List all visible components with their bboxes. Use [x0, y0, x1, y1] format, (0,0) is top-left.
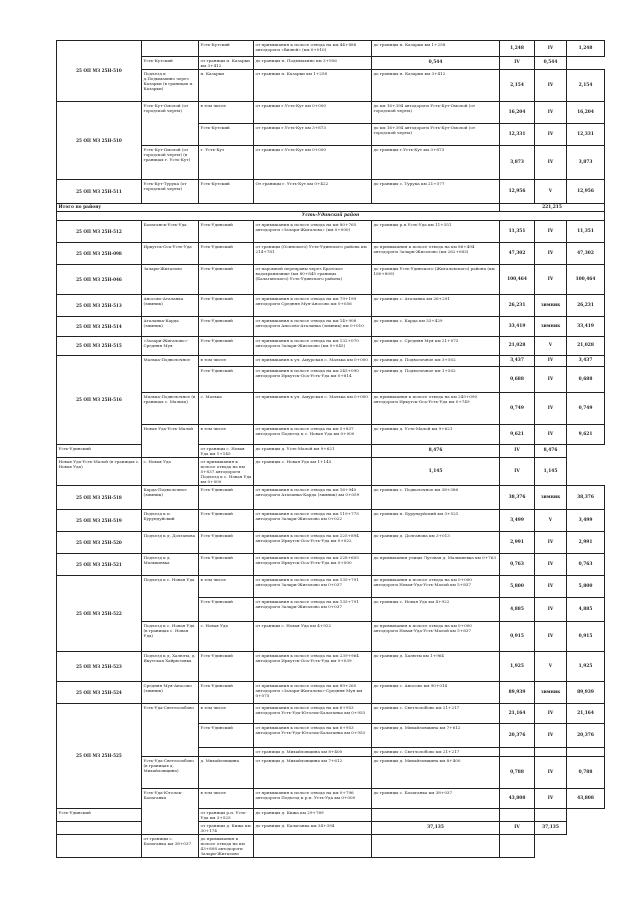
road-name: Усть-Кут-Турука (от городской черты)	[142, 179, 199, 203]
end-cell: до границы с. Балаганка км 38+037	[372, 788, 500, 808]
road-name: Подъезд к д.Подымахино через Казарки (в границах п. Казарки)	[142, 69, 199, 101]
road-name	[142, 41, 199, 57]
length-total-cell: 16,204	[567, 101, 605, 123]
end-cell: до границы с. Светлолобово км 21+217	[372, 703, 500, 723]
length-total-cell: 3,499	[567, 509, 605, 531]
length-total-cell: 33,419	[567, 316, 605, 336]
table-row	[57, 355, 605, 366]
length-total-cell: 0,544	[535, 57, 567, 70]
road-register-table	[56, 40, 604, 858]
end-cell: до границы д. Балаганка км 34+394	[254, 821, 372, 834]
road-name: Подъезд к д. Долганова	[142, 531, 199, 553]
length-cell: 9,621	[500, 424, 535, 444]
start-cell: от примыкания к полосе отвода на км 80+765 автодороги «Залари-Жигалово» (км 0+000)	[254, 220, 372, 242]
category-cell: зимник	[535, 681, 567, 703]
length-cell: 1,248	[500, 41, 535, 57]
length-cell: 0,688	[500, 366, 535, 392]
length-total-cell: 2,154	[567, 69, 605, 101]
length-total-cell: 9,621	[567, 424, 605, 444]
district-cell: Усть-Удинский	[57, 444, 142, 457]
end-cell: до границы с. Средняя Муя км 21+073	[372, 336, 500, 355]
district-cell: в том числе	[199, 575, 254, 597]
road-id: 25 ОП МЗ 25Н-098	[57, 242, 142, 264]
road-id: 25 ОП МЗ 25Н-520	[57, 531, 142, 553]
start-cell: от примыкания к полосе отвода на км 135+791 автодороги Залари-Жигалово км 0+037	[254, 597, 372, 621]
district-cell: Усть-Удинский	[199, 485, 254, 509]
category-cell: IV	[535, 366, 567, 392]
table-row	[57, 220, 605, 242]
length-total-cell: 47,302	[567, 242, 605, 264]
road-id: 25 ОП МЗ 25Н-525	[57, 703, 142, 808]
category-cell: зимник	[535, 294, 567, 316]
end-cell: до границы р.п.Усть-Уда км 11+351	[372, 220, 500, 242]
district-cell: Усть-Удинский	[199, 681, 254, 703]
length-total-cell: 3,437	[567, 355, 605, 366]
district-cell: Усть-Удинский	[199, 531, 254, 553]
category-cell	[535, 747, 567, 756]
road-id: 25 ОП МЗ 25Н-519	[57, 509, 142, 531]
length-cell: 0,544	[372, 57, 500, 70]
category-cell: IV	[535, 392, 567, 424]
table-row	[57, 294, 605, 316]
table-row	[57, 703, 605, 723]
total-label: Итого по району	[57, 203, 500, 211]
road-name: Средняя Муя-Аносово (зимник)	[142, 681, 199, 703]
end-cell: до примыкания к полосе отвода на км 0+000 автодороги Новая-Уда-Усть-Малой км 5+837	[372, 621, 500, 651]
end-cell: до границы д. Михайловщина км 7+612	[372, 723, 500, 747]
start-cell: от примыкания к полосе отвода на км 6+953 автодороги Усть-Уда-Юголок-Балаганка км 0+953	[254, 723, 372, 747]
district-cell: в том числе	[199, 703, 254, 723]
length-cell	[500, 747, 535, 756]
road-name: Карда-Подволочное (зимник)	[142, 485, 199, 509]
district-cell: Усть-Удинский	[199, 509, 254, 531]
end-cell: до примыкания к полосе отвода на км 43+808 автодороги Залари-Жигалово	[199, 834, 254, 857]
start-cell: от примыкания к ул. Амурская с. Малька км 0+000	[254, 355, 372, 366]
roads-table	[56, 40, 605, 858]
road-id: 25 ОП МЗ 25Н-046	[57, 264, 142, 294]
start-cell: от границы д. Кижа км 30+174	[199, 821, 254, 834]
road-id: 25 ОП МЗ 25Н-511	[57, 179, 142, 203]
table-row	[57, 179, 605, 203]
table-row	[57, 336, 605, 355]
category-cell: зимник	[535, 316, 567, 336]
road-name: Усть-Кут-Омолой (от городской черты)	[142, 101, 199, 145]
start-cell: от примыкания к полосе отвода на км 79+199 автодороги Средняя Муя-Аносово км 0+056	[254, 294, 372, 316]
end-cell: до границы д. Кижа км 29+769	[254, 808, 372, 821]
length-total-cell: 0,915	[567, 621, 605, 651]
district-cell: Усть-Удинский	[199, 723, 254, 747]
district-cell	[57, 821, 142, 834]
road-name: Новая Уда-Усть-Малой (в границах с. Новая Уда)	[57, 457, 142, 485]
length-cell: 4,885	[500, 597, 535, 621]
table-row	[57, 834, 605, 857]
road-id: 25 ОП МЗ 25Н-514	[57, 316, 142, 336]
length-cell: 12,331	[500, 123, 535, 145]
length-cell: 8,476	[372, 444, 500, 457]
district-cell: Усть-Кутский	[142, 57, 199, 70]
district-cell: Усть-Удинский	[199, 553, 254, 575]
end-cell: до границы с. Новая Уда км 4+922	[372, 597, 500, 621]
length-total-cell: 5,800	[567, 575, 605, 597]
length-cell: 0,763	[500, 553, 535, 575]
road-id: 25 ОП МЗ 25Н-510	[57, 101, 142, 179]
road-name: Подъезд к д. Халюты, д. Якутская Хайрюзовка	[142, 651, 199, 681]
start-cell: от границы г.Усть-Кут км 0+000	[254, 101, 372, 123]
length-cell: 100,464	[500, 264, 535, 294]
length-cell: 16,204	[500, 101, 535, 123]
table-row	[57, 316, 605, 336]
end-cell: до границы д. Усть-Малой км 9+621	[372, 424, 500, 444]
length-total-cell: 3,873	[567, 145, 605, 179]
district-cell: п. Казарки	[199, 69, 254, 101]
category-cell: IV	[535, 703, 567, 723]
table-row	[57, 457, 605, 485]
length-cell: 12,956	[500, 179, 535, 203]
length-total-cell: 100,464	[567, 264, 605, 294]
start-cell: от примыкания к полосе отвода на км 16+940 автодороги Аталанка-Карда (зимник) км 0+059	[254, 485, 372, 509]
start-cell: от границы д. Михайловщина км 7+612	[254, 756, 372, 788]
start-cell: от примыкания к ул. Амурская с. Малька км 0+000	[254, 392, 372, 424]
start-cell: от примыкания к полосе отвода на км 135+791 автодороги Залари-Жигалово км 0+037	[254, 575, 372, 597]
length-cell: 1,925	[500, 651, 535, 681]
district-cell: Усть-Удинский	[199, 242, 254, 264]
road-name: Аталанка-Карда (зимник)	[142, 316, 199, 336]
end-cell: до границы п. Бурундуйский км 3+521	[372, 509, 500, 531]
end-cell: до примыкания к полосе отвода на км 245+090 автодороги Иркутск-Оса-Усть-Уда км 0+749	[372, 392, 500, 424]
category-cell: IV	[535, 788, 567, 808]
road-id: 25 ОП МЗ 25Н-518	[57, 485, 142, 509]
end-cell: до границы с. Новая Уда км 1+145	[254, 457, 372, 485]
length-total-cell: 1,925	[567, 651, 605, 681]
table-row	[57, 444, 605, 457]
road-name: Подъезд к с. Новая Уда (в границах с. Новая Уда)	[142, 621, 199, 651]
length-cell: 37,135	[372, 821, 500, 834]
section-title: Усть-Удинский район	[57, 212, 605, 220]
length-cell: 20,376	[500, 723, 535, 747]
district-cell: в том числе	[199, 424, 254, 444]
table-row	[57, 681, 605, 703]
table-row	[57, 575, 605, 597]
total-length: 221,215	[500, 203, 605, 211]
district-cell: д. Михайловщина	[199, 756, 254, 788]
district-cell: с. Новая Уда	[142, 457, 199, 485]
end-cell: до границы п. Казарки км 3+412	[372, 69, 500, 101]
table-row	[57, 553, 605, 575]
category-cell: IV	[500, 457, 535, 485]
road-name: Иркутск-Оса-Усть-Уда	[142, 242, 199, 264]
category-cell	[500, 808, 535, 821]
start-cell: от примыкания к полосе отвода на км 245+090 автодороги Иркутск-Оса-Усть-Уда км 0+814	[254, 366, 372, 392]
length-total-cell: 38,376	[567, 485, 605, 509]
table-row	[57, 509, 605, 531]
table-row	[57, 485, 605, 509]
district-cell	[199, 747, 254, 756]
category-cell: V	[535, 509, 567, 531]
length-total-cell: 11,351	[567, 220, 605, 242]
category-cell: IV	[535, 575, 567, 597]
end-cell: до км 16+394 автодороги Усть-Кут-Омолой (от городской черты)	[372, 101, 500, 123]
category-cell: IV	[535, 723, 567, 747]
start-cell: От границы г. Усть-Кут км 0+422	[254, 179, 372, 203]
start-cell: от границы п. Казарки км 1+258	[254, 69, 372, 101]
start-cell: от границы (Осинского) Усть-Удинского района км 214+781	[254, 242, 372, 264]
category-cell: IV	[535, 756, 567, 788]
road-id: 25 ОП МЗ 25Н-524	[57, 681, 142, 703]
length-total-cell: 20,376	[567, 723, 605, 747]
start-cell: от примыкания к полосе отвода на км 132+070 автодороги Залари-Жигалово (км 0+045)	[254, 336, 372, 355]
category-cell: зимник	[535, 485, 567, 509]
table-row	[57, 212, 605, 220]
district-cell: Усть-Удинский	[199, 316, 254, 336]
end-cell: до границы д. Усть-Малой км 9+621	[254, 444, 372, 457]
district-cell: Усть-Удинский	[199, 336, 254, 355]
length-cell: 47,302	[500, 242, 535, 264]
district-cell: в том числе	[199, 355, 254, 366]
length-cell: 0,788	[500, 756, 535, 788]
length-cell	[254, 834, 372, 857]
start-cell: от примыкания к полосе отвода на км 5+837 автодороги Подъезд к с. Новая Уда км 0+000	[254, 424, 372, 444]
end-cell: до границы с. Аносово км 90+014	[372, 681, 500, 703]
table-row	[57, 203, 605, 211]
category-cell: IV	[535, 145, 567, 179]
category-cell	[372, 834, 500, 857]
length-cell	[372, 808, 500, 821]
length-total-cell: 0,688	[567, 366, 605, 392]
end-cell: до границы г.Усть-Кут км 3+873	[372, 145, 500, 179]
end-cell: до границы д. Долганова км 3+013	[372, 531, 500, 553]
length-cell: 89,939	[500, 681, 535, 703]
length-total-cell: 0,749	[567, 392, 605, 424]
length-cell: 0,915	[500, 621, 535, 651]
road-id: 25 ОП МЗ 25Н-521	[57, 553, 142, 575]
district-cell: Усть-Удинский	[57, 808, 142, 821]
table-row	[57, 41, 605, 57]
start-cell: от примыкания к полосе отвода на км 0+796 автодороги Подъезд к р.п. Усть-Уда км 0+000	[254, 788, 372, 808]
road-name: Усть-Уда-Светлолобово	[142, 703, 199, 756]
district-cell: Усть-Кутский	[199, 179, 254, 203]
district-cell: Усть-Кутский	[199, 123, 254, 145]
length-total-cell: 1,145	[535, 457, 567, 485]
road-id: 25 ОП МЗ 25Н-523	[57, 651, 142, 681]
road-name: Новая Уда-Усть-Малой	[142, 424, 199, 457]
length-cell: 38,376	[500, 485, 535, 509]
road-name: Балаганск-Усть-Уда	[142, 220, 199, 242]
end-cell: до границы п. Подымахино км 3+956	[254, 57, 372, 70]
length-cell: 11,351	[500, 220, 535, 242]
district-cell: в том числе	[199, 788, 254, 808]
start-cell: от паромной переправы через Братское водохранилище (км 80+845 границы (Балаганского) Усть-Удинского района)	[254, 264, 372, 294]
table-row	[57, 531, 605, 553]
district-cell: в том числе	[199, 101, 254, 123]
road-name: Усть-Кут-Омолой (от городской черты) (в границах г. Усть-Кут)	[142, 145, 199, 179]
road-id: 25 ОП МЗ 25Н-512	[57, 220, 142, 242]
length-total-cell	[500, 834, 535, 857]
end-cell: до границы д. Подволочное км 1+502	[372, 366, 500, 392]
district-cell: Усть-Удинский	[199, 220, 254, 242]
category-cell: IV	[535, 101, 567, 123]
length-cell: 3,873	[500, 145, 535, 179]
end-cell: до границы с. Аталанка км 26+291	[372, 294, 500, 316]
length-cell: 1,145	[372, 457, 500, 485]
district-cell: Усть-Кутский	[199, 41, 254, 57]
district-cell: Усть-Удинский	[199, 294, 254, 316]
road-name: Подъезд к п. Бурундуйский	[142, 509, 199, 531]
road-name: Усть-Уда-Светлолобово (в границах д. Михайловщина)	[142, 756, 199, 788]
start-cell: от примыкания к полосе отвода на км 5+837 автодороги Подъезд к с. Новая Уда км 0+000	[199, 457, 254, 485]
start-cell: от границы с. Новая Уда км 1+145	[199, 444, 254, 457]
road-id: 25 ОП МЗ 25Н-515	[57, 336, 142, 355]
end-cell: до примыкания улицы Луговая д. Малышевка км 0+763	[372, 553, 500, 575]
road-id: 25 ОП МЗ 25Н-510	[57, 41, 142, 102]
category-cell: IV	[500, 444, 535, 457]
end-cell: до примыкания к полосе отвода на км 86+494 автодороги Залари-Жигалово (км 262+083)	[372, 242, 500, 264]
road-name: Залари-Жигалово	[142, 264, 199, 294]
start-cell: от границы г.Усть-Кут км 0+000	[254, 145, 372, 179]
road-name: Малька-Подволочное (в границах с. Малька)	[142, 392, 199, 424]
start-cell: от границы д. Михайловщина км 8+400	[254, 747, 372, 756]
length-total-cell: 8,476	[535, 444, 567, 457]
length-total-cell: 21,028	[567, 336, 605, 355]
length-cell: 5,800	[500, 575, 535, 597]
road-name: Подъезд к с. Новая Уда	[142, 575, 199, 621]
category-cell: IV	[535, 264, 567, 294]
length-total-cell: 26,231	[567, 294, 605, 316]
length-cell: 2,991	[500, 531, 535, 553]
table-row	[57, 808, 605, 821]
length-cell: 21,028	[500, 336, 535, 355]
road-name: Усть-Уда-Юголок-Балаганка	[142, 788, 199, 834]
district-cell: Усть-Удинский	[199, 597, 254, 621]
length-total-cell: 43,808	[567, 788, 605, 808]
district-cell: Усть-Удинский	[199, 264, 254, 294]
end-cell: до границы с. Светлолобово км 21+217	[372, 747, 500, 756]
length-cell: 21,164	[500, 703, 535, 723]
category-cell: IV	[535, 242, 567, 264]
road-id: 25 ОП МЗ 25Н-513	[57, 294, 142, 316]
road-name: Малька-Подволочное	[142, 355, 199, 392]
end-cell: до границы д. Подволочное км 3+502	[372, 355, 500, 366]
start-cell: от границы п. Казарки км 3+412	[199, 57, 254, 70]
category-cell: IV	[535, 531, 567, 553]
category-cell: IV	[535, 41, 567, 57]
table-row	[57, 821, 605, 834]
length-total-cell: 0,763	[567, 553, 605, 575]
end-cell: до границы д. Михайловщина км 8+400	[372, 756, 500, 788]
category-cell: IV	[535, 621, 567, 651]
category-cell: IV	[535, 424, 567, 444]
end-cell: до примыкания к полосе отвода на км 0+000 автодороги Новая-Уда-Усть-Малой км 5+837	[372, 575, 500, 597]
road-name: Аносово-Аталанка (зимник)	[142, 294, 199, 316]
district-cell: с. Новая Уда	[199, 621, 254, 651]
start-cell: от примыкания к полосе отвода на км 239+964 автодороги Иркутск-Оса-Усть-Уда км 0+039	[254, 651, 372, 681]
length-total-cell: 21,164	[567, 703, 605, 723]
length-cell: 2,154	[500, 69, 535, 101]
start-cell: от примыкания к полосе отвода на км 6+953 автодороги Усть-Уда-Юголок-Балаганка км 0+953	[254, 703, 372, 723]
table-row	[57, 264, 605, 294]
category-cell: IV	[500, 57, 535, 70]
length-total-cell: 1,248	[567, 41, 605, 57]
length-total-cell	[567, 747, 605, 756]
length-total-cell: 2,991	[567, 531, 605, 553]
district-cell: г. Усть-Кут	[199, 145, 254, 179]
start-cell: от границы с. Новая Уда км 4+922	[254, 621, 372, 651]
length-cell: 26,231	[500, 294, 535, 316]
length-cell: 3,437	[500, 355, 535, 366]
road-name: Подъезд к д. Малышевка	[142, 553, 199, 575]
length-total-cell: 12,956	[567, 179, 605, 203]
length-total-cell: 37,135	[535, 821, 567, 834]
start-cell: от примыкания к полосе отвода на км 228+605 автодороги Иркутск-Оса-Усть-Уда км 0+000	[254, 553, 372, 575]
category-cell: IV	[535, 597, 567, 621]
category-cell: IV	[535, 69, 567, 101]
category-cell: V	[535, 179, 567, 203]
length-total-cell: 4,885	[567, 597, 605, 621]
table-row	[57, 101, 605, 123]
length-total-cell: 0,788	[567, 756, 605, 788]
start-cell: от примыкания к полосе отвода на км 14+908 автодороги Аносово-Аталанка (зимник) км 0+010	[254, 316, 372, 336]
length-cell: 43,808	[500, 788, 535, 808]
district-cell: Усть-Удинский	[199, 366, 254, 392]
table-row	[57, 651, 605, 681]
length-total-cell	[535, 808, 567, 821]
end-cell: до границы п. Казарки км 1+258	[372, 41, 500, 57]
category-cell: V	[535, 651, 567, 681]
district-cell: с. Малька	[199, 392, 254, 424]
start-cell: от границы с. Балаганка км 38+037	[142, 834, 199, 857]
category-cell: IV	[535, 123, 567, 145]
length-cell: 33,419	[500, 316, 535, 336]
start-cell: от примыкания к полосе отвода на км 89+265 автодороги «Залари-Жигалово»-Средняя Муя км 0+075	[254, 681, 372, 703]
end-cell: до границы д. Халюты км 1+964	[372, 651, 500, 681]
table-row	[57, 242, 605, 264]
length-cell: 0,749	[500, 392, 535, 424]
end-cell: до границы с. Подволочное км 38+386	[372, 485, 500, 509]
start-cell: от границы р.п. Усть-Уда км 3+525	[199, 808, 254, 821]
category-cell: V	[535, 336, 567, 355]
start-cell: от примыкания к полосе отвода на км 44+888 автодороги «Вилюй» (км 0+010)	[254, 41, 372, 57]
end-cell: до границы Усть-Удинского (Жигаловского) района (км 180+809)	[372, 264, 500, 294]
road-id: 25 ОП МЗ 25Н-522	[57, 575, 142, 651]
end-cell: до км 16+394 автодороги Усть-Кут-Омолой (от городской черты)	[372, 123, 500, 145]
road-id: 25 ОП МЗ 25Н-516	[57, 355, 142, 444]
start-cell: от границы г.Усть-Кут км 3+873	[254, 123, 372, 145]
start-cell: от примыкания к полосе отвода на км 225+894 автодороги Иркутск-Оса-Усть-Уда км 0+022	[254, 531, 372, 553]
length-total-cell: 89,939	[567, 681, 605, 703]
category-cell: IV	[535, 355, 567, 366]
start-cell: от примыкания к полосе отвода на км 119+775 автодороги Залари-Жигалово км 0+022	[254, 509, 372, 531]
district-cell: Усть-Удинский	[199, 651, 254, 681]
length-total-cell: 12,331	[567, 123, 605, 145]
category-cell: IV	[535, 220, 567, 242]
length-cell: 3,499	[500, 509, 535, 531]
category-cell: IV	[535, 553, 567, 575]
road-name: «Залари-Жигалово»-Средняя Муя	[142, 336, 199, 355]
category-cell: IV	[500, 821, 535, 834]
district-cell	[57, 834, 142, 857]
end-cell: до границы с. Турука км 21+577	[372, 179, 500, 203]
end-cell: до границы с. Карда км 33+429	[372, 316, 500, 336]
